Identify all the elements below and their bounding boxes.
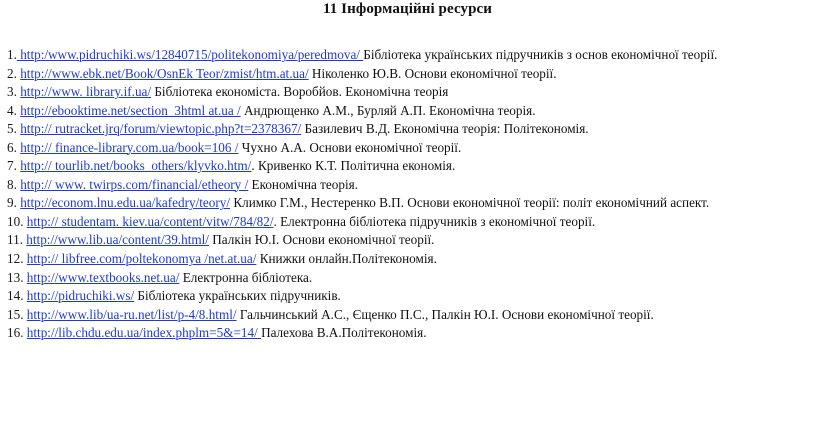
reference-description: Ніколенко Ю.В. Основи економічної теорії. <box>308 65 557 81</box>
reference-number: 5. <box>7 121 17 137</box>
reference-link[interactable]: http://www.ebk.net/Book/OsnEk Teor/zmist/htm.at.ua/ <box>20 65 309 81</box>
reference-description: Базилевич В.Д. Економічна теорія: Політекономія. <box>301 121 589 137</box>
reference-link[interactable]: http://lib.chdu.edu.ua/index.phplm=5&=14/ <box>26 325 262 341</box>
reference-number: 6. <box>7 139 17 155</box>
reference-number: 16. <box>7 325 24 341</box>
reference-description: Електронна бібліотека. <box>179 269 313 285</box>
section-title: 11 Інформаційні ресурси <box>322 1 493 17</box>
reference-number: 13. <box>7 269 24 285</box>
reference-description: Бібліотека українських підручників. <box>134 288 341 304</box>
reference-link[interactable]: http:// libfree.com/poltekonomya /net.at.ua/ <box>26 251 257 267</box>
reference-item <box>7 269 808 286</box>
reference-link[interactable]: http:// studentam. kiev.ua/content/vitw/784/82/ <box>26 213 274 229</box>
reference-description: Книжки онлайн.Політекономія. <box>256 251 437 267</box>
reference-description: Палкін Ю.І. Основи економічної теорії. <box>208 232 435 248</box>
reference-item <box>7 324 808 341</box>
reference-item <box>7 231 808 248</box>
reference-item <box>7 120 808 137</box>
reference-link[interactable]: http://www. library.if.ua/ <box>20 84 152 100</box>
reference-number: 7. <box>7 158 17 174</box>
reference-number: 10. <box>7 213 24 229</box>
reference-link[interactable]: http://econom.lnu.edu.ua/kafedry/teory/ <box>20 195 231 211</box>
reference-link[interactable]: http://www.textbooks.net.ua/ <box>26 269 180 285</box>
reference-number: 12. <box>7 251 24 267</box>
reference-link[interactable]: http:// rutracket.jrq/forum/viewtopic.php?t=2378367/ <box>20 121 302 137</box>
reference-description: Климко Г.М., Нестеренко В.П. Основи економічної теорії: політ економічний аспект. <box>230 195 710 211</box>
reference-description: Чухно А.А. Основи економічної теорії. <box>238 139 462 155</box>
reference-description: Гальчинський А.С., Єщенко П.С., Палкін Ю.І. Основи економічної теорії. <box>236 306 654 322</box>
reference-number: 1. <box>7 47 17 62</box>
reference-link[interactable]: http://www.lib/ua-ru.net/list/p-4/8.html/ <box>26 306 237 322</box>
reference-link[interactable]: http://ebooktime.net/section_3html at.ua / <box>20 102 241 118</box>
reference-item <box>7 65 808 82</box>
reference-item <box>7 306 808 323</box>
reference-description: Бібліотека економіста. Воробйов. Економічна теорія <box>151 84 449 100</box>
reference-description: Андрющенко А.М., Бурляй А.П. Економічна теорія. <box>240 102 536 118</box>
reference-description: . Кривенко К.Т. Політична економія. <box>251 158 456 174</box>
reference-link[interactable]: http:// tourlib.net/books_others/klyvko.htm/ <box>20 158 252 174</box>
reference-item <box>7 213 808 230</box>
reference-description: . Електронна бібліотека підручників з економічної теорії. <box>273 213 596 229</box>
reference-number: 3. <box>7 84 17 100</box>
reference-item <box>7 157 808 174</box>
reference-item <box>7 83 808 100</box>
reference-item <box>7 176 808 193</box>
reference-item <box>7 139 808 156</box>
reference-number: 8. <box>7 176 17 192</box>
reference-item <box>7 194 808 211</box>
reference-link[interactable]: http:// finance-library.com.ua/book=106 / <box>20 139 239 155</box>
reference-item <box>7 250 808 267</box>
reference-item <box>7 46 808 63</box>
reference-link[interactable]: http:// www. twirps.com/financial/etheory / <box>20 176 249 192</box>
reference-number: 2. <box>7 65 17 81</box>
reference-number: 15. <box>7 306 24 322</box>
reference-list <box>7 46 808 341</box>
reference-number: 14. <box>7 288 24 304</box>
reference-description: Палехова В.А.Політекономія. <box>261 325 427 341</box>
reference-number: 4. <box>7 102 17 118</box>
reference-number: 9. <box>7 195 17 211</box>
reference-description: Бібліотека українських підручників з основ економічної теорії. <box>363 47 718 62</box>
reference-link[interactable]: http://pidruchiki.ws/ <box>26 288 135 304</box>
reference-description: Економічна теорія. <box>248 176 358 192</box>
reference-number: 11. <box>7 232 23 248</box>
reference-item <box>7 102 808 119</box>
reference-link[interactable]: http:/www.pidruchiki.ws/12840715/politekonomiya/peredmova/ <box>16 47 364 62</box>
reference-link[interactable]: http://www.lib.ua/content/39.html/ <box>26 232 209 248</box>
reference-item <box>7 287 808 304</box>
